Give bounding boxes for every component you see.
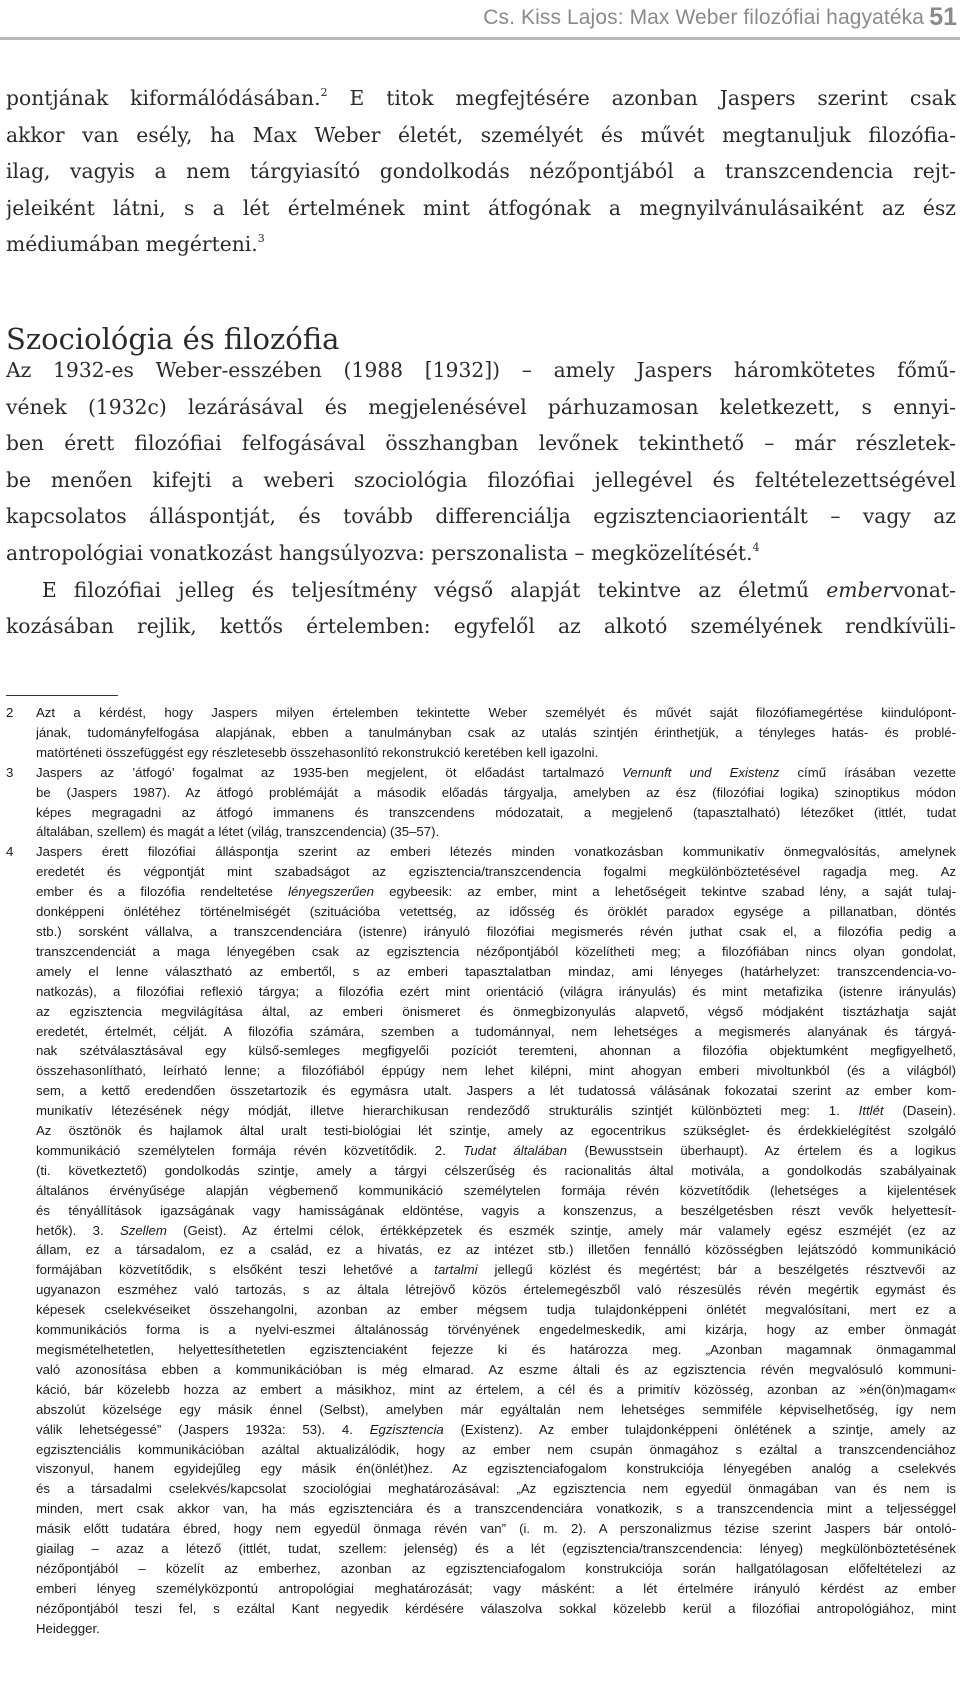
footnote-ref[interactable]: 4 [752,540,760,554]
footnote-ref[interactable]: 2 [320,86,328,99]
page-number: 51 [929,3,957,31]
footnote-text: Jaspers érett filozófiai álláspontja szerint az emberi létezés minden vonatkozásban kommunikatív önmegvalósítás, amelynek eredetét és végpontját mint szabadságot az egzisztencia/transzcendencia fogalmi megkülönböztetésével ragadja meg. Az ember és a filozófia rendeltetése lényegszerűen egybeesik: az ember, mint a lehetőségeit tekintve szabad lény, a saját tulaj- donképpeni önlétéhez történelmiségét (szituációba vetettség, az idősség és öröklét paradox egysége a pillanatban, döntés stb.) sorsként vállalva, a transzcendenciára (istenre) irányuló filozófiai megismerés révén juthat csak el, a filozófia pedig a transzcendenciát a maga lényegében csak az egzisztencia nézőpontjából közelítheti meg; a filozófiában nincs olyan gondolat, amely el lenne választható az embertől, s az emberi tapasztalatban mindaz, ami lényeges (határhelyzet: transzcendencia-vo- natkozás), a filozófiai reflexió tárgya; a filozófia ezért mint orientáció (világra irányulás) és mint metafizika (istenre irányulás) az egzisztencia megvilágítása által, az emberi önismeret és önmegbizonyulás alapvető, végső módjaként tisztázhatja saját eredetét, értelmét, célját. A filozófia számára, szemben a tudománnyal, nem lehetséges a megismerés alanyának és tárgyá- nak szétválasztásával egy külső-semleges megfigyelői pozíciót teremteni, ahonnan a filozófia objektumként megfigyelhető, összehasonlítható, leírható lenne; a filozófiából éppúgy nem lehet kilépni, mint ahogyan emberi mivoltunkból (és a világból) sem, a kettő eredendően összetartozik és egymásra utalt. Jaspers a lét tudatossá válásának fokozatai szerint az ember kom- munikatív létezésének négy módját, illetve hierarchikusan rendeződő strukturális szintjét különbözteti meg: 1. Ittlét (Dasein). Az ösztönök és hajlamok által uralt testi-biológiai lét szintje, amely az egocentrikus szükséglet- és érdekkielégítést szolgáló kommunikáció személytelen formája révén közvetítődik. 2. Tudat általában (Bewusstsein überhaupt). Az értelem és a logikus (ti. következtető) gondolkodás szintje, amely a tárgyi célszerűség és racionalitás által motivála, a gondolkodás szabályainak általános érvényűsége alapján végbemenő kommunikáció személytelen formája révén közvetítődik (lehetséges a kijelentések és tényállítások igazságának vagy hamisságának eldöntése, vagyis a konszenzus, a beszélgetésben részt vevők helyettesít- hetők). 3. Szellem (Geist). Az értelmi célok, értékképzetek és eszmék szintje, amely már valamely egész eszméjét (ez az állam, ez a társadalom, ez a család, ez a hivatás, ez az intézet stb.) illetően fennálló közösségben lejátszódó kommunikáció formájában közvetítődik, s elsőként teszi lehetővé a tartalmi jellegű közlést és megértést; bár a beszélgetés résztvevői az ugyanazon eszméhez való tartozás, s az általa létrejövő közös értelemegészből való részesülés révén megértik egymást és képesek cselekvéseiket összehangolni, azonban az ember mégsem tudja tulajdonképpeni önlétét megvalósítani, mert ez a kommunikációs forma is a nyelvi-eszmei általánosság törvényének engedelmeskedik, ami kizárja, hogy az ember önmagát megismételhetetlen, helyettesíthetetlen egzisztenciaként fejezze ki és határozza meg. „Azonban magamnak önmagammal való azonosítása ebben a kommunikációban is még elmarad. Az eszme általi és az egzisztencia révén megvalósuló kommuni- káció, bár közelebb hozza az embert a másikhoz, mint az értelem, a cél és a primitív közösség, azonban az »én(ön)magam« abszolút közelsége egy másik énnel (Selbst), amelyben már egyáltalán nem lehetséges semmiféle képviselhetőség, így nem válik lehetségessé” (Jaspers 1932a: 53). 4. Egzisztencia (Existenz). Az ember tulajdonképpeni önlétének a szintje, amely az egzisztenciális kommunikációban azáltal aktualizálódik, hogy az ember nem csupán önmagához s ezáltal a transzcendenciához viszonyul, hanem egyidejűleg egy másik én(önlét)hez. Az egzisztenciafogalom konstrukciója lényegében analóg a cselekvés és a társadalmi cselekvés/kapcsolat szociológiai meghatározásával: „Az egzisztencia nem egyedül önmagában van és nem is minden, mert csak akkor van, ha más egzisztenciára és a transzcendenciára vonatkozik, s a transzcendencia mint a teljességgel másik előtt tudatára ébred, hogy nem egyedül önmaga révén van” (i. m. 2). A perszonalizmus tézise szerint Jaspers bár ontoló- giailag – azaz a létező (ittlét, tudat, szellem: jelenség) és a lét (egzisztencia/transzcendencia: lényeg) megkülönböztetésének nézőpontjából – közelít az emberhez, azonban az egzisztenciafogalom konstrukciója során hallgatólagosan előfeltételezi az emberi lényeg személyközpontú antropológiai meghatározását; vagy másként: a lét értelmére irányuló kérdést az ember nézőpontjából teszi fel, s ezáltal Kant negyedik kérdésére válaszolva sokkal közelebb kerül a filozófiai antropológiához, mint Heidegger. [36,844,956,1636]
footnote-4 [6,842,956,1638]
text-line: pontjának kiformálódásában.$^2$ E titok megfejtésére azonban Jaspers szerint csak [6,86,956,110]
footnote-divider [6,695,118,696]
footnote-3 [6,763,956,843]
footnote-text: Azt a kérdést, hogy Jaspers milyen értelemben tekintette Weber személyét és művét saját filozófiamegértése kiindulópont- jának, tudományfelfogása alapjának, ebben a tanulmányban csak az utalás szintjén érinthetjük, a tényleges hatás- és problé- matörténeti összefüggést egy részletesebb összehasonlító rekonstrukció keretében kell igazolni. [36,705,956,760]
text-line: kozásában rejlik, kettős értelemben: egyfelől az alkotó személyének rendkívüli- [6,614,956,639]
text-line: akkor van esély, ha Max Weber életét, személyét és művét megtanuljuk filozófia- [6,122,956,147]
running-title: Cs. Kiss Lajos: Max Weber filozófiai hagyatéka [483,6,924,29]
section-paragraph [6,352,956,645]
text-line: médiumában megérteni.$^3$ [6,232,265,257]
text-line: E filozófiai jelleg és teljesítmény végső alapját tekintve az életmű embervonat- [42,577,956,602]
running-header [0,0,960,36]
footnote-number: 2 [6,705,14,720]
text-line: jeleiként látni, s a lét értelmének mint átfogónak a megnyilvánulásaiként az ész [6,195,956,220]
footnote-number: 3 [6,764,14,780]
intro-paragraph [6,80,956,263]
text-line: kapcsolatos álláspontját, és tovább differenciálja egzisztenciaorientált – vagy az [6,504,956,529]
footnote-text: Jaspers az ’átfogó’ fogalmat az 1935-ben megjelent, öt előadást tartalmazó Vernunft und Existenz című írásában vezette be (Jaspers 1987). Az átfogó problémáját a második előadás tárgyalja, amelyben az ész (filozófiai logika) szinoptikus módon képes megragadni az átfogó immanens és transzcendens módozatait, a megjelenő (tapasztalható) létezőket (ittlét, tudat általában, szellem) és magát a létet (világ, transzcendencia) (35–57). [36,764,956,840]
text-line: vének (1932c) lezárásával és megjelenésével párhuzamosan keletkezett, s ennyi- [6,394,956,419]
text-line: antropológiai vonatkozást hangsúlyozva: perszonalista – megközelítését.$^4$ [6,540,760,565]
footnote-2 [6,703,956,763]
text-line: ben érett filozófiai felfogásával összhangban levőnek tekinthető – már részletek- [6,431,956,456]
footnote-ref[interactable]: 3 [257,232,265,246]
header-divider [0,37,960,40]
text-line: ilag, vagyis a nem tárgyiasító gondolkodás nézőpontjából a transzcendencia rejt- [6,159,956,184]
footnotes [6,703,956,1639]
text-line: Az 1932-es Weber-esszében (1988 [1932]) – amely Jaspers háromkötetes főmű- [6,358,956,382]
text-line: be menően kifejti a weberi szociológia filozófiai jellegével és feltételezettségével [6,467,956,492]
section-heading: Szociológia és filozófia [6,322,340,356]
footnote-number: 4 [6,844,14,860]
